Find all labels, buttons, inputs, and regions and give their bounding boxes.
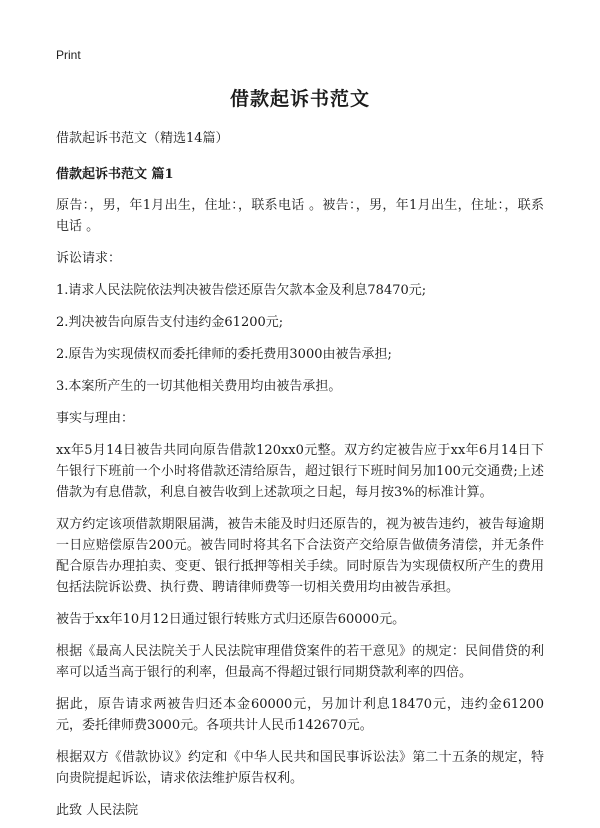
facts-paragraph: 被告于xx年10月12日通过银行转账方式归还原告60000元。: [56, 612, 406, 627]
page-title: 借款起诉书范文: [229, 88, 370, 110]
facts-paragraph: 双方约定该项借款期限届满，被告未能及时归还原告的，视为被告违约，被告每逾期一日应赔偿原告200元。被告同时将其名下合法资产交给原告做债务清偿，并无条件配合原告办理拍卖、变更、银行抵押等相关手续。同时原告为实现债权所产生的费用包括法院诉讼费、执行费、聘请律师费等一切相关费用均由被告承担。: [56, 517, 544, 595]
claims-heading: 诉讼请求：: [56, 251, 122, 266]
party-info-paragraph: 原告：，男，年1月出生，住址：，联系电话 。被告：，男，年1月出生，住址：，联系电话 。: [56, 198, 544, 234]
print-link[interactable]: Print: [56, 48, 81, 62]
legal-basis-paragraph: 根据双方《借款协议》约定和《中华人民共和国民事诉讼法》第二十五条的规定，特向贵院提起诉讼，请求依法维护原告权利。: [56, 750, 544, 786]
facts-paragraph: xx年5月14日被告共同向原告借款120xx0元整。双方约定被告应于xx年6月14日下午银行下班前一个小时将借款还清给原告，超过银行下班时间另加100元交通费;上述借款为有息借款，利息自被告收到上述款项之日起，每月按3%的标准计算。: [56, 443, 544, 500]
summary-paragraph: 据此，原告请求两被告归还本金60000元，另加计利息18470元，违约金61200元，委托律师费3000元。各项共计人民币142670元。: [56, 697, 544, 733]
document-subtitle: 借款起诉书范文（精选14篇）: [56, 131, 229, 146]
closing-line: 此致 人民法院: [56, 803, 139, 818]
section-heading: 借款起诉书范文 篇1: [56, 167, 174, 182]
facts-heading: 事实与理由：: [56, 411, 135, 426]
claim-item: 3.本案所产生的一切其他相关费用均由被告承担。: [56, 379, 342, 394]
claim-item: 2.判决被告向原告支付违约金61200元;: [56, 315, 284, 330]
claim-item: 1.请求人民法院依法判决被告偿还原告欠款本金及利息78470元;: [56, 283, 427, 298]
legal-basis-paragraph: 根据《最高人民法院关于人民法院审理借贷案件的若干意见》的规定：民间借贷的利率可以适当高于银行的利率，但最高不得超过银行同期贷款利率的四倍。: [56, 644, 544, 680]
claim-item: 2.原告为实现债权而委托律师的委托费用3000由被告承担;: [56, 347, 392, 362]
